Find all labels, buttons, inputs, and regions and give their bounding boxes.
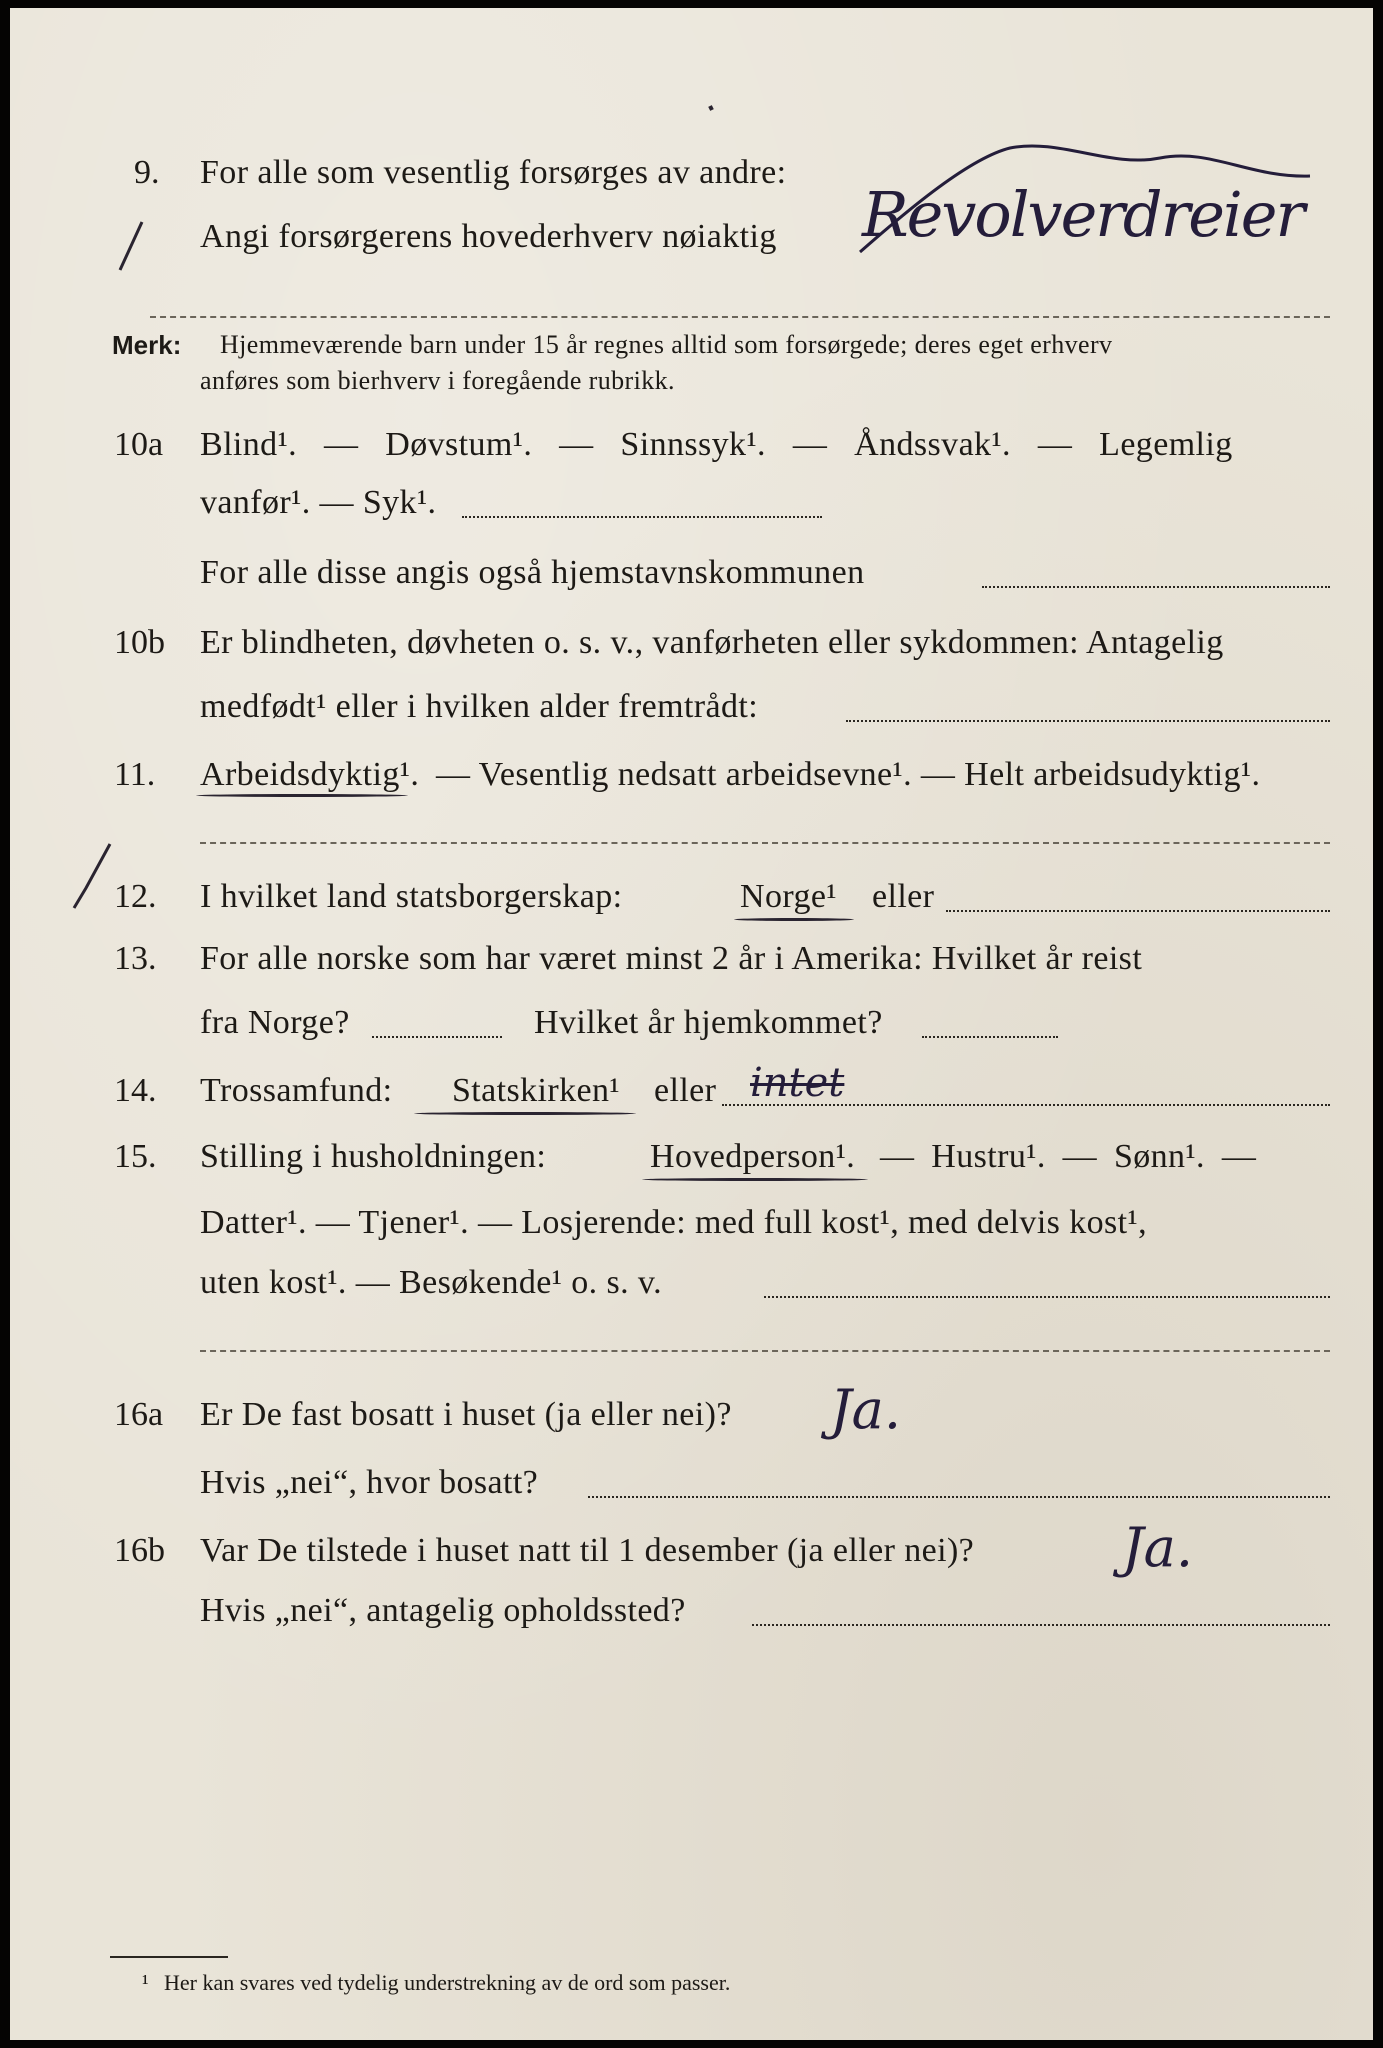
q16b-line1: Var De tilstede i huset natt til 1 desember (ja eller nei)? xyxy=(200,1532,975,1569)
q11-number: 11. xyxy=(114,756,156,793)
census-form-page xyxy=(10,8,1373,2040)
q15-number: 15. xyxy=(114,1138,157,1175)
q10a-number: 10a xyxy=(114,426,164,463)
q14-text: Trossamfund: xyxy=(200,1072,393,1109)
merk-line2: anføres som bierhverv i foregående rubrikk. xyxy=(200,366,675,395)
q12-text: I hvilket land statsborgerskap: xyxy=(200,878,623,915)
q16a-number: 16a xyxy=(114,1396,164,1433)
q10a-line3: For alle disse angis også hjemstavnskommunen xyxy=(200,554,865,591)
q9-answer-stroke xyxy=(860,146,1310,252)
q9-check-mark xyxy=(120,222,142,270)
handwritten-marks xyxy=(10,8,1373,2040)
q13-line2a: fra Norge? xyxy=(200,1004,350,1041)
q13-line1: For alle norske som har været minst 2 år i Amerika: Hvilket år reist xyxy=(200,940,1143,977)
merk-label: Merk: xyxy=(112,330,182,360)
q16a-answer-handwritten: Ja. xyxy=(830,1378,902,1441)
q9-answer-handwritten: Revolverdreier xyxy=(862,178,1304,251)
q9-number: 9. xyxy=(134,154,160,191)
q16a-line2: Hvis „nei“, hvor bosatt? xyxy=(200,1464,539,1501)
q15-line1a: Stilling i husholdningen: xyxy=(200,1138,547,1175)
ink-dot xyxy=(710,106,712,110)
q14-tail: eller xyxy=(654,1072,717,1109)
q11-rest: — Vesentlig nedsatt arbeidsevne¹. — Helt arbeidsudyktig¹. xyxy=(436,756,1261,793)
q14-number: 14. xyxy=(114,1072,157,1109)
q10a-line1: Blind¹. — Døvstum¹. — Sinnssyk¹. — Åndssvak¹. — Legemlig xyxy=(200,426,1233,463)
q11-option-arbeidsdyktig: Arbeidsdyktig¹. xyxy=(200,756,420,793)
q10b-line1: Er blindheten, døvheten o. s. v., vanførheten eller sykdommen: Antagelig xyxy=(200,624,1224,661)
q12-check-mark xyxy=(74,844,110,908)
q16b-answer-handwritten: Ja. xyxy=(1122,1516,1194,1579)
q12-option-norge: Norge¹ xyxy=(740,878,837,915)
q16b-line2: Hvis „nei“, antagelig opholdssted? xyxy=(200,1592,686,1629)
q14-option-statskirken: Statskirken¹ xyxy=(452,1072,620,1109)
footnote-text: Her kan svares ved tydelig understrekning av de ord som passer. xyxy=(164,1970,731,1995)
q15-line3: uten kost¹. — Besøkende¹ o. s. v. xyxy=(200,1264,663,1301)
q9-line1: For alle som vesentlig forsørges av andre: xyxy=(200,154,787,191)
merk-line1: Hjemmeværende barn under 15 år regnes alltid som forsørgede; deres eget erhverv xyxy=(220,330,1113,359)
q15-option-hovedperson: Hovedperson¹. xyxy=(650,1138,856,1175)
q10b-number: 10b xyxy=(114,624,165,661)
q10b-line2: medfødt¹ eller i hvilken alder fremtrådt: xyxy=(200,688,759,725)
q12-number: 12. xyxy=(114,878,157,915)
q14-answer-handwritten: intet xyxy=(750,1060,845,1106)
q16a-line1: Er De fast bosatt i huset (ja eller nei)? xyxy=(200,1396,732,1433)
q15-line2: Datter¹. — Tjener¹. — Losjerende: med full kost¹, med delvis kost¹, xyxy=(200,1204,1147,1241)
q13-number: 13. xyxy=(114,940,157,977)
q9-line2: Angi forsørgerens hovederhverv nøiaktig xyxy=(200,218,777,255)
q16b-number: 16b xyxy=(114,1532,165,1569)
footnote-marker: ¹ xyxy=(142,1970,149,1995)
q10a-line2: vanfør¹. — Syk¹. xyxy=(200,484,437,521)
q12-tail: eller xyxy=(872,878,935,915)
q15-line1b: — Hustru¹. — Sønn¹. — xyxy=(880,1138,1257,1175)
q13-line2b: Hvilket år hjemkommet? xyxy=(534,1004,883,1041)
